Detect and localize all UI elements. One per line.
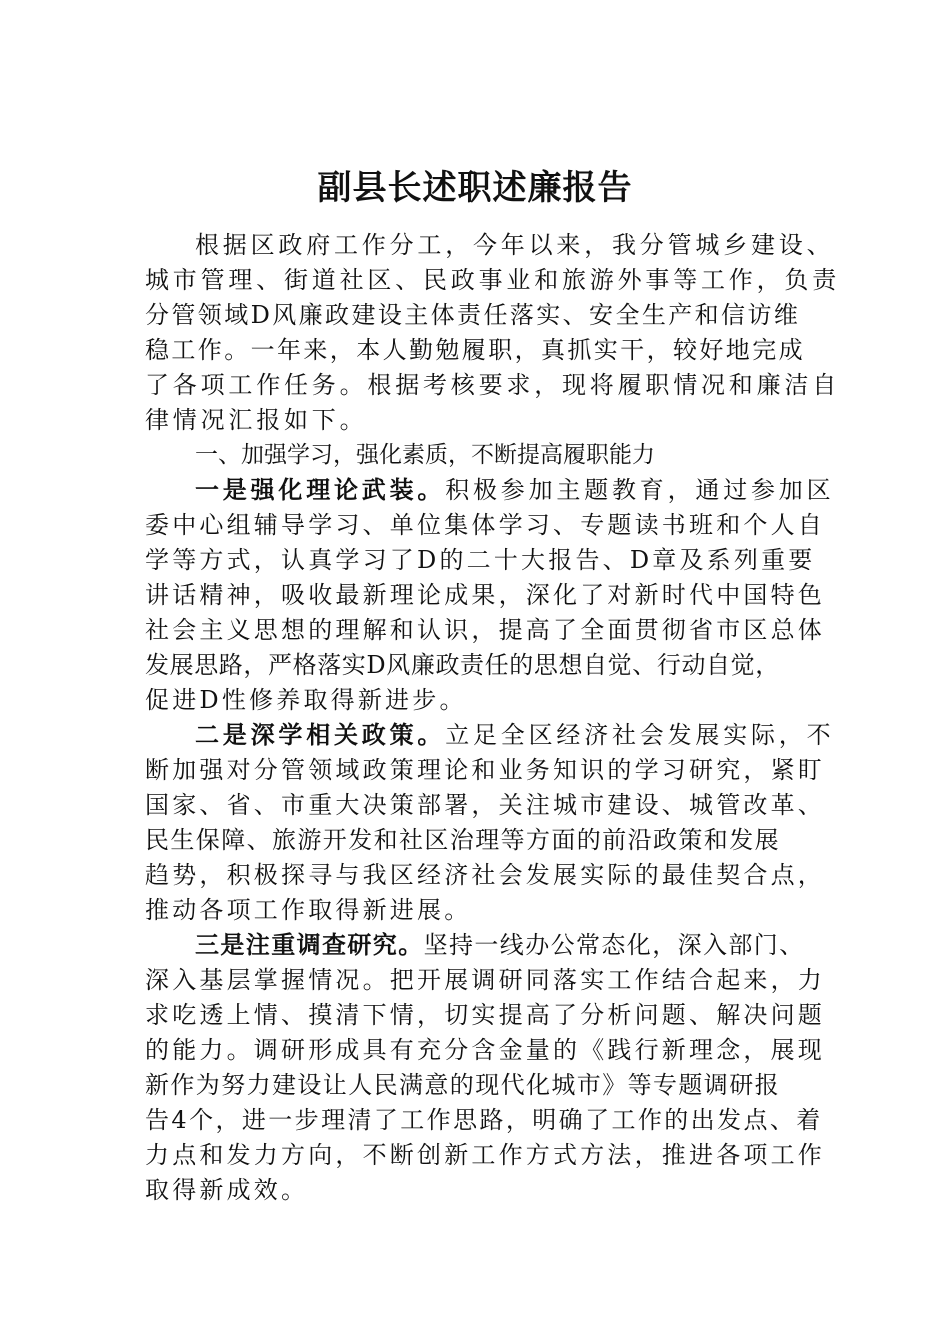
paragraph-lead: 三是注重调查研究。 — [195, 931, 424, 959]
paragraph-line: 民生保障、旅游开发和社区治理等方面的前沿政策和发展 — [145, 826, 780, 854]
intro-line: 了各项工作任务。根据考核要求，现将履职情况和廉洁自 — [145, 371, 840, 399]
paragraph-line: 委中心组辅导学习、单位集体学习、专题读书班和个人自 — [145, 511, 825, 539]
paragraph-text: 坚持一线办公常态化，深入部门、 — [423, 931, 805, 959]
intro-line: 分管领域D风廉政建设主体责任落实、安全生产和信访维 — [145, 301, 801, 329]
paragraph-line: 趋势，积极探寻与我区经济社会发展实际的最佳契合点， — [145, 861, 825, 889]
paragraph-line: 取得新成效。 — [145, 1176, 309, 1204]
document-title: 副县长述职述廉报告 — [317, 168, 633, 208]
paragraph-first-line — [145, 928, 825, 963]
section-heading: 一、加强学习，强化素质，不断提高履职能力 — [195, 442, 655, 468]
paragraph-text: 立足全区经济社会发展实际，不 — [445, 721, 835, 749]
paragraph-line: 的能力。调研形成具有充分含金量的《践行新理念，展现 — [145, 1036, 825, 1064]
paragraph-line: 推动各项工作取得新进展。 — [145, 896, 472, 924]
paragraph-line: 促进D性修养取得新进步。 — [145, 686, 467, 714]
intro-line: 根据区政府工作分工，今年以来，我分管城乡建设、 — [195, 231, 835, 259]
paragraph-text: 积极参加主题教育，通过参加区 — [445, 476, 835, 504]
paragraph-lead: 一是强化理论武装。 — [195, 476, 446, 504]
paragraph-line: 求吃透上情、摸清下情，切实提高了分析问题、解决问题 — [145, 1001, 825, 1029]
document-body — [145, 228, 840, 1208]
paragraph-line: 告4个，进一步理清了工作思路，明确了工作的出发点、着 — [145, 1106, 823, 1134]
paragraph-line: 断加强对分管领域政策理论和业务知识的学习研究，紧盯 — [145, 756, 825, 784]
paragraph-first-line — [145, 473, 835, 508]
paragraph-line: 新作为努力建设让人民满意的现代化城市》等专题调研报 — [145, 1071, 780, 1099]
paragraph-line: 学等方式，认真学习了D的二十大报告、D章及系列重要 — [145, 546, 816, 574]
paragraph-lead: 二是深学相关政策。 — [195, 721, 446, 749]
intro-line: 城市管理、街道社区、民政事业和旅游外事等工作，负责 — [145, 266, 840, 294]
paragraph-line: 深入基层掌握情况。把开展调研同落实工作结合起来，力 — [145, 966, 825, 994]
paragraph-line: 国家、省、市重大决策部署，关注城市建设、城管改革、 — [145, 791, 825, 819]
paragraph-line: 讲话精神，吸收最新理论成果，深化了对新时代中国特色 — [145, 581, 825, 609]
paragraph-line: 社会主义思想的理解和认识，提高了全面贯彻省市区总体 — [145, 616, 825, 644]
intro-line: 稳工作。一年来，本人勤勉履职，真抓实干，较好地完成 — [145, 336, 805, 364]
intro-line: 律情况汇报如下。 — [145, 406, 368, 434]
paragraph-line: 发展思路，严格落实D风廉政责任的思想自觉、行动自觉， — [145, 651, 780, 679]
paragraph-first-line — [145, 718, 835, 753]
paragraph-line: 力点和发力方向，不断创新工作方式方法，推进各项工作 — [145, 1141, 825, 1169]
